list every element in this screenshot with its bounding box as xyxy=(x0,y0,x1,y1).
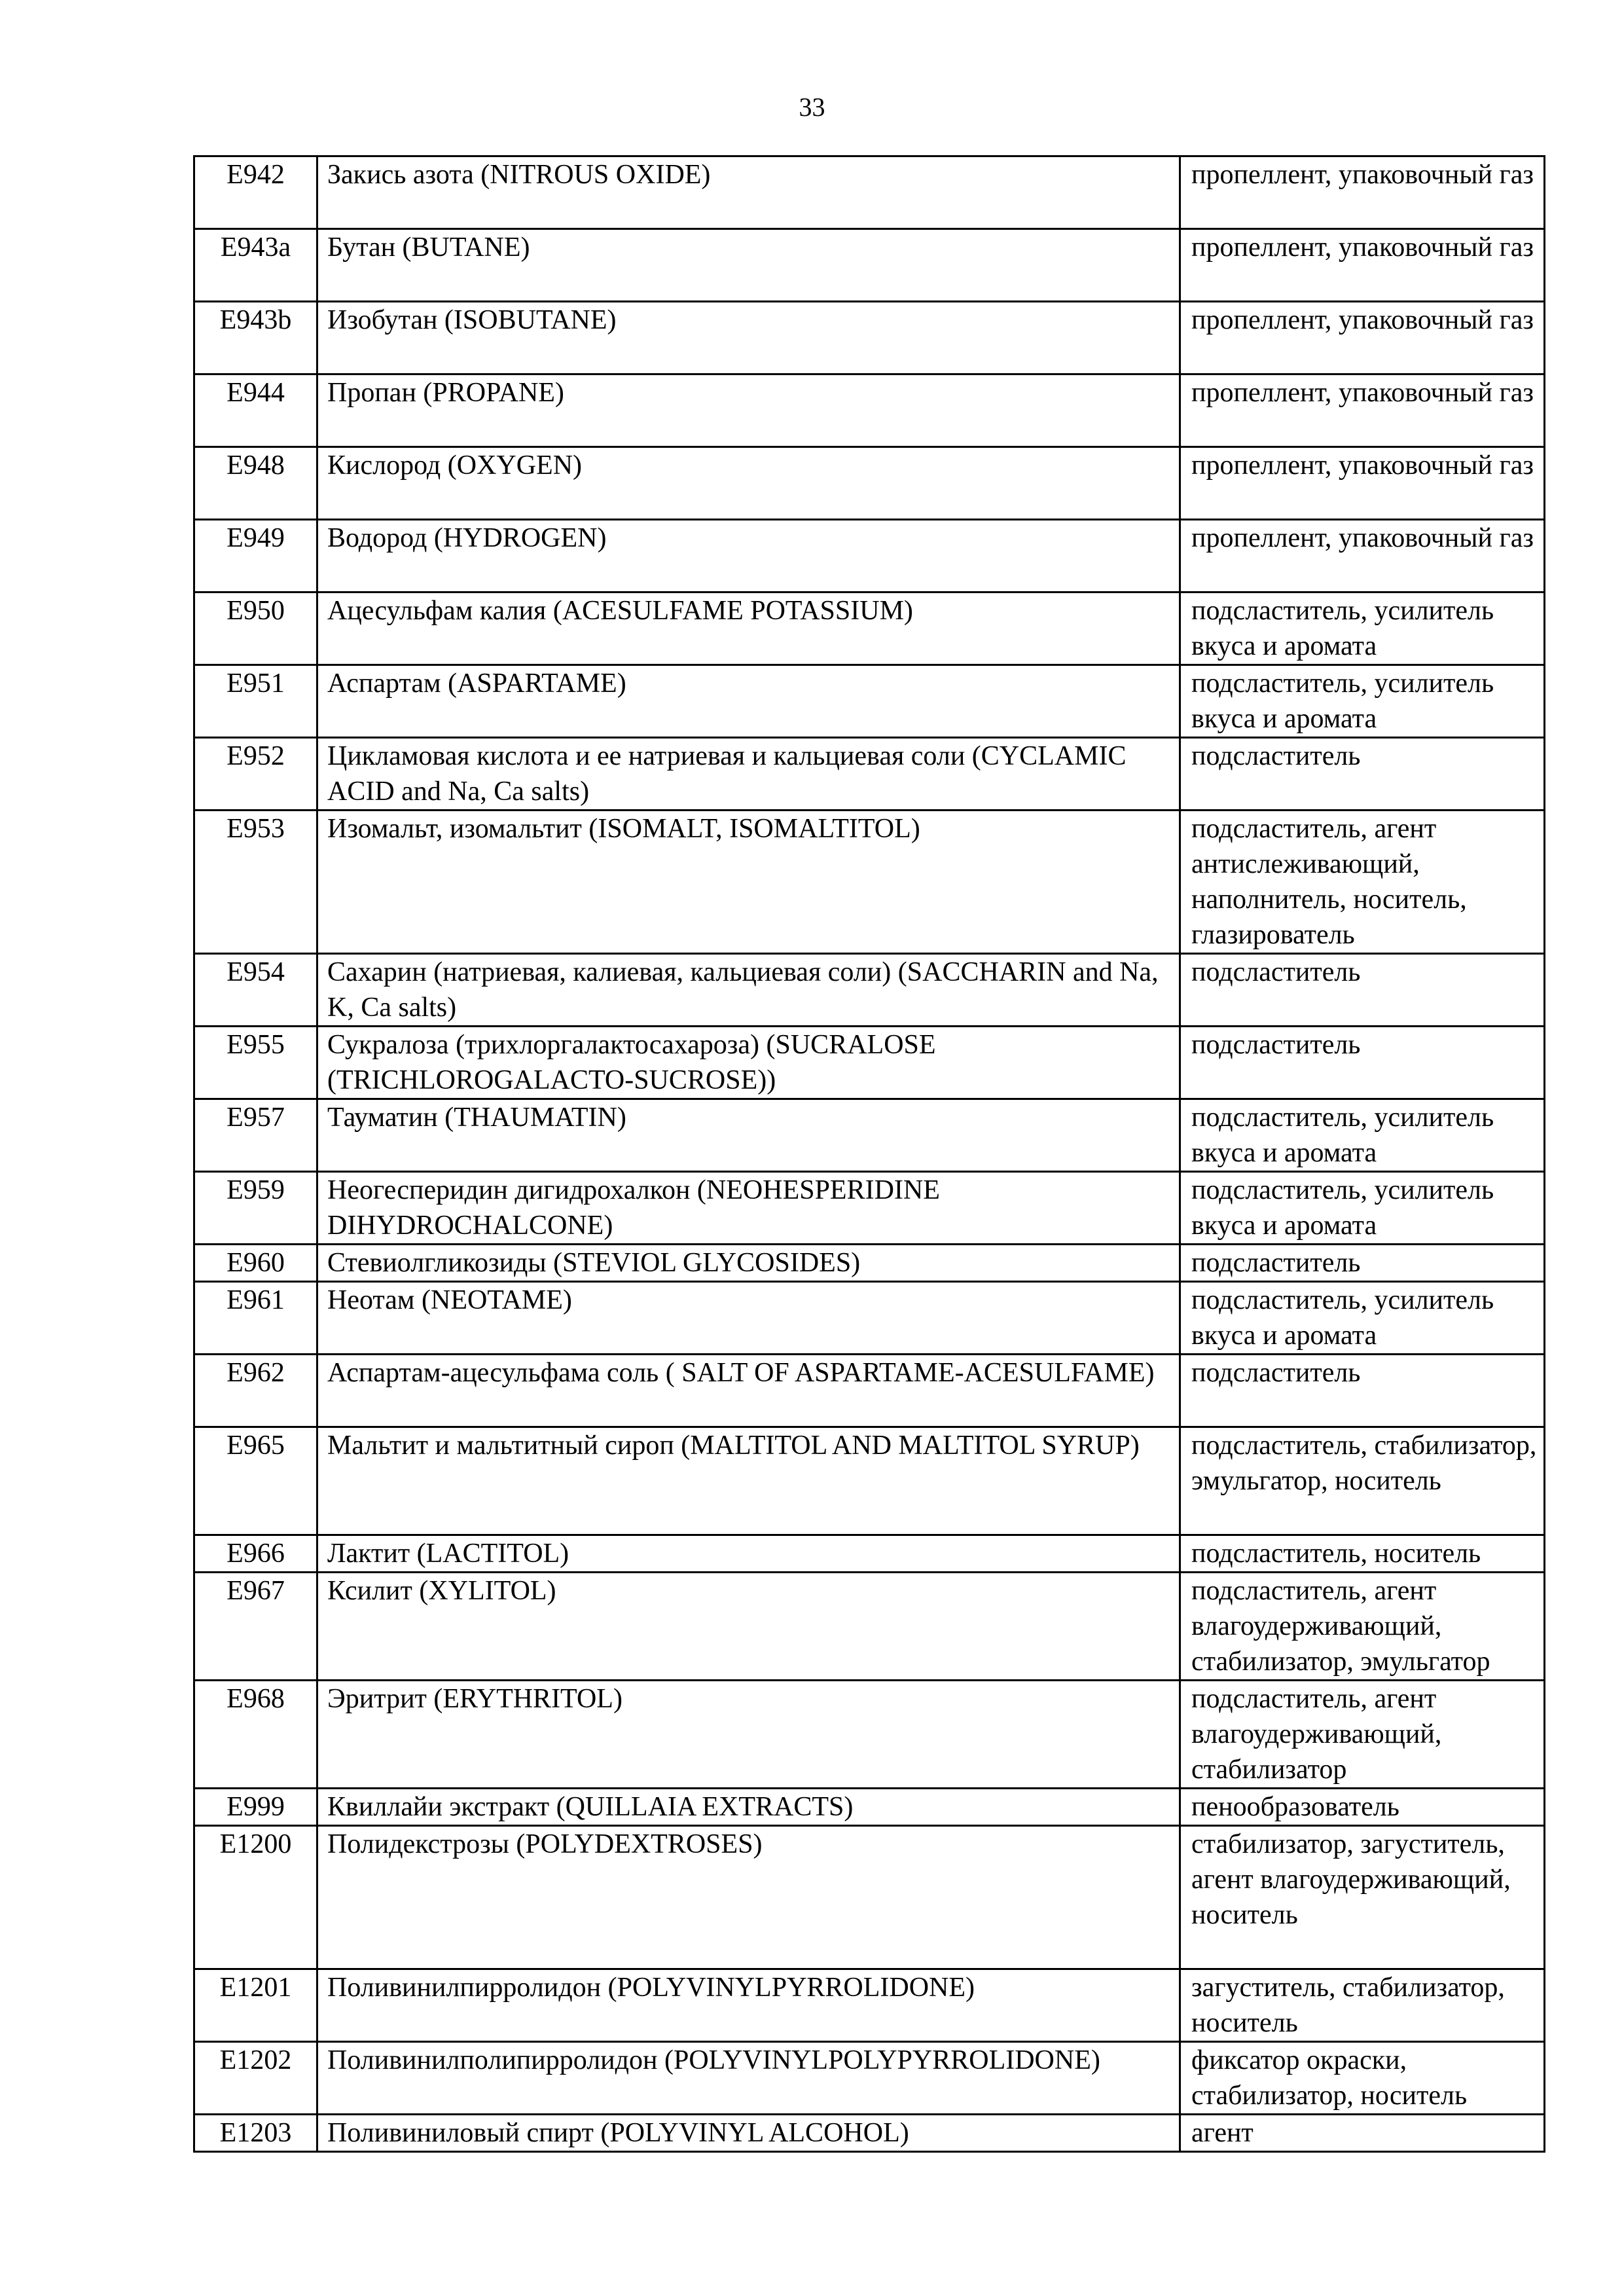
table-row xyxy=(194,1969,1545,2042)
additive-function: подсластитель xyxy=(1180,1027,1545,1099)
additive-code: E942 xyxy=(194,156,317,229)
additive-code: E1200 xyxy=(194,1826,317,1969)
additive-function: пенообразователь xyxy=(1180,1789,1545,1826)
table-row xyxy=(194,229,1545,302)
table-row xyxy=(194,811,1545,954)
additive-code: E967 xyxy=(194,1573,317,1681)
additive-name: Изомальт, изомальтит (ISOMALT, ISOMALTITOL) xyxy=(317,811,1180,954)
table-row xyxy=(194,592,1545,665)
additive-function: подсластитель xyxy=(1180,954,1545,1027)
additive-code: E953 xyxy=(194,811,317,954)
table-row xyxy=(194,738,1545,811)
table-body xyxy=(194,156,1545,2152)
additive-name: Кислород (OXYGEN) xyxy=(317,447,1180,520)
additive-code: E948 xyxy=(194,447,317,520)
additive-function: подсластитель, агент влагоудерживающий, стабилизатор xyxy=(1180,1681,1545,1789)
table-row xyxy=(194,1172,1545,1245)
table-row xyxy=(194,1789,1545,1826)
additive-code: E959 xyxy=(194,1172,317,1245)
table-row xyxy=(194,1282,1545,1355)
additive-name: Квиллайи экстракт (QUILLAIA EXTRACTS) xyxy=(317,1789,1180,1826)
additive-code: E962 xyxy=(194,1355,317,1427)
additive-function: пропеллент, упаковочный газ xyxy=(1180,156,1545,229)
table-row xyxy=(194,954,1545,1027)
additive-function: подсластитель xyxy=(1180,738,1545,811)
additive-name: Аспартам-ацесульфама соль ( SALT OF ASPARTAME-ACESULFAME) xyxy=(317,1355,1180,1427)
additive-code: E965 xyxy=(194,1427,317,1535)
additives-table xyxy=(193,155,1545,2153)
additive-name: Бутан (BUTANE) xyxy=(317,229,1180,302)
additive-function: фиксатор окраски, стабилизатор, носитель xyxy=(1180,2042,1545,2115)
additive-name: Ацесульфам калия (ACESULFAME POTASSIUM) xyxy=(317,592,1180,665)
table-row xyxy=(194,1427,1545,1535)
table-row xyxy=(194,156,1545,229)
page-number: 33 xyxy=(799,92,825,122)
additive-name: Сукралоза (трихлоргалактосахароза) (SUCRALOSE (TRICHLOROGALACTO-SUCROSE)) xyxy=(317,1027,1180,1099)
table-row xyxy=(194,1027,1545,1099)
additive-function: подсластитель, агент антислеживающий, наполнитель, носитель, глазирователь xyxy=(1180,811,1545,954)
additive-code: E957 xyxy=(194,1099,317,1172)
additive-function: подсластитель, усилитель вкуса и аромата xyxy=(1180,665,1545,738)
additive-function: подсластитель xyxy=(1180,1355,1545,1427)
additive-name: Лактит (LACTITOL) xyxy=(317,1535,1180,1573)
additive-code: E966 xyxy=(194,1535,317,1573)
additive-name: Тауматин (THAUMATIN) xyxy=(317,1099,1180,1172)
additive-function: пропеллент, упаковочный газ xyxy=(1180,520,1545,592)
table-row xyxy=(194,1355,1545,1427)
table-row xyxy=(194,1245,1545,1282)
table-row xyxy=(194,1535,1545,1573)
additive-code: E1201 xyxy=(194,1969,317,2042)
table-row xyxy=(194,665,1545,738)
additive-function: подсластитель, агент влагоудерживающий, стабилизатор, эмульгатор xyxy=(1180,1573,1545,1681)
table-row xyxy=(194,1099,1545,1172)
additive-code: E1203 xyxy=(194,2115,317,2152)
additive-code: E954 xyxy=(194,954,317,1027)
additive-name: Цикламовая кислота и ее натриевая и кальциевая соли (CYCLAMIC ACID and Na, Ca salts) xyxy=(317,738,1180,811)
additive-code: E960 xyxy=(194,1245,317,1282)
additive-code: E943a xyxy=(194,229,317,302)
additive-name: Пропан (PROPANE) xyxy=(317,374,1180,447)
additive-code: E968 xyxy=(194,1681,317,1789)
additive-name: Аспартам (ASPARTAME) xyxy=(317,665,1180,738)
additive-name: Стевиолгликозиды (STEVIOL GLYCOSIDES) xyxy=(317,1245,1180,1282)
table-row xyxy=(194,1681,1545,1789)
additive-code: E951 xyxy=(194,665,317,738)
additive-function: пропеллент, упаковочный газ xyxy=(1180,302,1545,374)
additive-code: E1202 xyxy=(194,2042,317,2115)
additive-function: пропеллент, упаковочный газ xyxy=(1180,374,1545,447)
additive-function: стабилизатор, загуститель, агент влагоудерживающий, носитель xyxy=(1180,1826,1545,1969)
additive-name: Изобутан (ISOBUTANE) xyxy=(317,302,1180,374)
table-row xyxy=(194,1826,1545,1969)
additive-name: Поливинилполипирролидон (POLYVINYLPOLYPYRROLIDONE) xyxy=(317,2042,1180,2115)
additive-code: E955 xyxy=(194,1027,317,1099)
additive-function: пропеллент, упаковочный газ xyxy=(1180,447,1545,520)
additive-function: подсластитель, усилитель вкуса и аромата xyxy=(1180,1172,1545,1245)
additive-function: подсластитель, усилитель вкуса и аромата xyxy=(1180,592,1545,665)
additive-name: Ксилит (XYLITOL) xyxy=(317,1573,1180,1681)
additive-function: подсластитель, носитель xyxy=(1180,1535,1545,1573)
additive-function: пропеллент, упаковочный газ xyxy=(1180,229,1545,302)
table-row xyxy=(194,1573,1545,1681)
additive-code: E950 xyxy=(194,592,317,665)
additive-function: подсластитель, усилитель вкуса и аромата xyxy=(1180,1282,1545,1355)
additive-function: подсластитель, стабилизатор, эмульгатор, носитель xyxy=(1180,1427,1545,1535)
additive-code: E999 xyxy=(194,1789,317,1826)
additive-name: Закись азота (NITROUS OXIDE) xyxy=(317,156,1180,229)
table-row xyxy=(194,302,1545,374)
additive-function: загуститель, стабилизатор, носитель xyxy=(1180,1969,1545,2042)
additive-code: E961 xyxy=(194,1282,317,1355)
additive-name: Эритрит (ERYTHRITOL) xyxy=(317,1681,1180,1789)
additive-name: Водород (HYDROGEN) xyxy=(317,520,1180,592)
table-row xyxy=(194,447,1545,520)
additive-code: E952 xyxy=(194,738,317,811)
table-row xyxy=(194,2042,1545,2115)
additive-name: Неогесперидин дигидрохалкон (NEOHESPERIDINE DIHYDROCHALCONE) xyxy=(317,1172,1180,1245)
additive-name: Поливиниловый спирт (POLYVINYL ALCOHOL) xyxy=(317,2115,1180,2152)
additive-name: Поливинилпирролидон (POLYVINYLPYRROLIDONE) xyxy=(317,1969,1180,2042)
table-row xyxy=(194,2115,1545,2152)
table-row xyxy=(194,374,1545,447)
additive-code: E944 xyxy=(194,374,317,447)
additive-name: Неотам (NEOTAME) xyxy=(317,1282,1180,1355)
additive-function: подсластитель, усилитель вкуса и аромата xyxy=(1180,1099,1545,1172)
additive-name: Мальтит и мальтитный сироп (MALTITOL AND MALTITOL SYRUP) xyxy=(317,1427,1180,1535)
additive-code: E943b xyxy=(194,302,317,374)
additive-name: Полидекстрозы (POLYDEXTROSES) xyxy=(317,1826,1180,1969)
additive-function: агент xyxy=(1180,2115,1545,2152)
additive-code: E949 xyxy=(194,520,317,592)
table-row xyxy=(194,520,1545,592)
additive-function: подсластитель xyxy=(1180,1245,1545,1282)
additive-name: Сахарин (натриевая, калиевая, кальциевая соли) (SACCHARIN and Na, K, Ca salts) xyxy=(317,954,1180,1027)
